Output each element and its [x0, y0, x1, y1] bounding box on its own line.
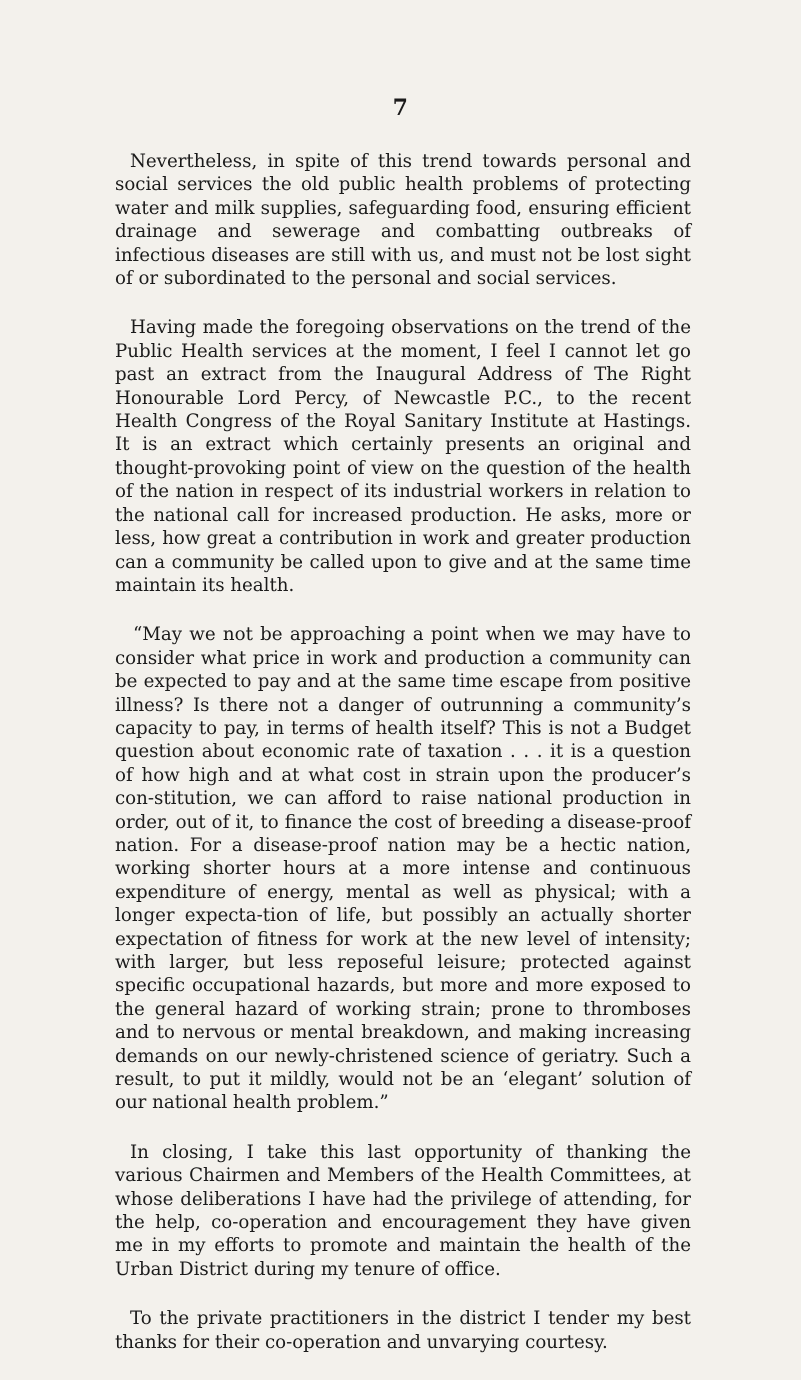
quoted-extract: “May we not be approaching a point when we may have to consider what price in work and production a community can be expected to pay and at the same time escape from positive illness? Is there not a danger of outrunning a community’s capacity to pay, in terms of health itself? This is not a Budget question about economic rate of taxation . . . it is a question of how high and at what cost in strain upon the producer’s con-stitution, we can afford to raise national production in order, out of it, to finance the cost of breeding a disease-proof nation. For a disease-proof nation may be a hectic nation, working shorter hours at a more intense and continuous expenditure of energy, mental as well as physical; with a longer expecta-tion of life, but possibly an actually shorter expectation of fitness for work at the new level of intensity; with larger, but less reposeful leisure; protected against specific occupational hazards, but more and more exposed to the general hazard of working strain; prone to thromboses and to nervous or mental breakdown, and making increasing demands on our newly-christened science of geriatry. Such a result, to put it mildly, would not be an ‘elegant’ solution of our national health problem.” [115, 624, 691, 1114]
page-number: 7 [392, 95, 409, 121]
paragraph-closing-thanks: In closing, I take this last opportunity of thanking the various Chairmen and Members of the Health Committees, at whose deliberations I have had the privilege of attending, for the help, co-operation and encouragement they have given me in my efforts to promote and maintain the health of the Urban District during my tenure of office. [115, 1141, 691, 1280]
body-text [115, 150, 691, 1380]
paragraph-private-practitioners: To the private practitioners in the district I tender my best thanks for their co-operation and unvarying courtesy. [115, 1308, 691, 1353]
paragraph-lord-percy-address: Having made the foregoing observations on the trend of the Public Health services at the moment, I feel I cannot let go past an extract from the Inaugural Address of The Right Honourable Lord Percy, of Newcastle P.C., to the recent Health Congress of the Royal Sanitary Institute at Hastings. It is an extract which certainly presents an original and thought-provoking point of view on the question of the health of the nation in respect of its industrial workers in relation to the national call for increased production. He asks, more or less, how great a contribution in work and greater production can a community be called upon to give and at the same time maintain its health. [115, 317, 691, 596]
paragraph-public-health-problems: Nevertheless, in spite of this trend towards personal and social services the old public health problems of protecting water and milk supplies, safeguarding food, ensuring efficient drainage and sewerage and combatting outbreaks of infectious diseases are still with us, and must not be lost sight of or subordinated to the personal and social services. [115, 151, 691, 290]
